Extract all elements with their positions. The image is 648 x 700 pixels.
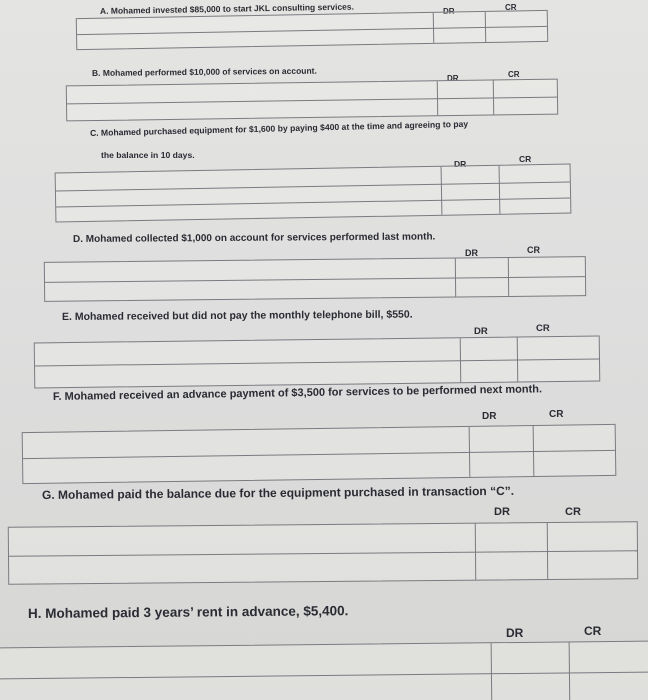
transaction-h-text: H. Mohamed paid 3 years’ rent in advance, $5,400. — [27, 603, 349, 621]
transaction-h-cr-header: CR — [584, 624, 602, 638]
transaction-c-text-line2: the balance in 10 days. — [101, 150, 195, 160]
transaction-f-text: F. Mohamed received an advance payment of $3,500 for services to be performed next month. — [52, 383, 543, 403]
transaction-b-text: B. Mohamed performed $10,000 of services on account. — [91, 65, 317, 78]
transaction-b-cr-header: CR — [508, 70, 520, 79]
transaction-g-entry-table[interactable] — [8, 521, 638, 584]
transaction-e-text: E. Mohamed received but did not pay the monthly telephone bill, $550. — [61, 308, 413, 323]
transaction-g-cr-header: CR — [565, 506, 581, 518]
transaction-h-dr-header: DR — [506, 626, 524, 640]
transaction-g-text: G. Mohamed paid the balance due for the equipment purchased in transaction “C”. — [41, 483, 515, 502]
transaction-c-entry-table[interactable] — [55, 164, 572, 223]
transaction-e-cr-header: CR — [536, 323, 550, 334]
transaction-c-text-line1: C. Mohamed purchased equipment for $1,600 by paying $400 at the time and agreeing to pay — [89, 118, 469, 138]
transaction-c-cr-header: CR — [519, 154, 532, 164]
transaction-d-text: D. Mohamed collected $1,000 on account for services performed last month. — [72, 231, 436, 245]
transaction-f-dr-header: DR — [482, 411, 497, 422]
transaction-e-entry-table[interactable] — [34, 336, 601, 389]
transaction-f-entry-table[interactable] — [22, 424, 617, 484]
transaction-d-dr-header: DR — [465, 248, 478, 258]
transaction-b-dr-header: DR — [447, 74, 459, 83]
transaction-c-dr-header: DR — [454, 159, 467, 169]
transaction-a-text: A. Mohamed invested $85,000 to start JKL consulting services. — [99, 1, 355, 16]
transaction-a-dr-header: DR — [443, 7, 455, 16]
transaction-h-entry-table[interactable] — [0, 641, 648, 700]
transaction-a-cr-header: CR — [505, 3, 517, 12]
transaction-g-dr-header: DR — [494, 506, 510, 518]
transaction-a-entry-table[interactable] — [76, 10, 548, 50]
transaction-d-entry-table[interactable] — [44, 256, 586, 302]
transaction-b-entry-table[interactable] — [66, 79, 558, 122]
transaction-d-cr-header: CR — [527, 245, 540, 255]
transaction-f-cr-header: CR — [549, 409, 564, 420]
transaction-e-dr-header: DR — [474, 326, 488, 337]
